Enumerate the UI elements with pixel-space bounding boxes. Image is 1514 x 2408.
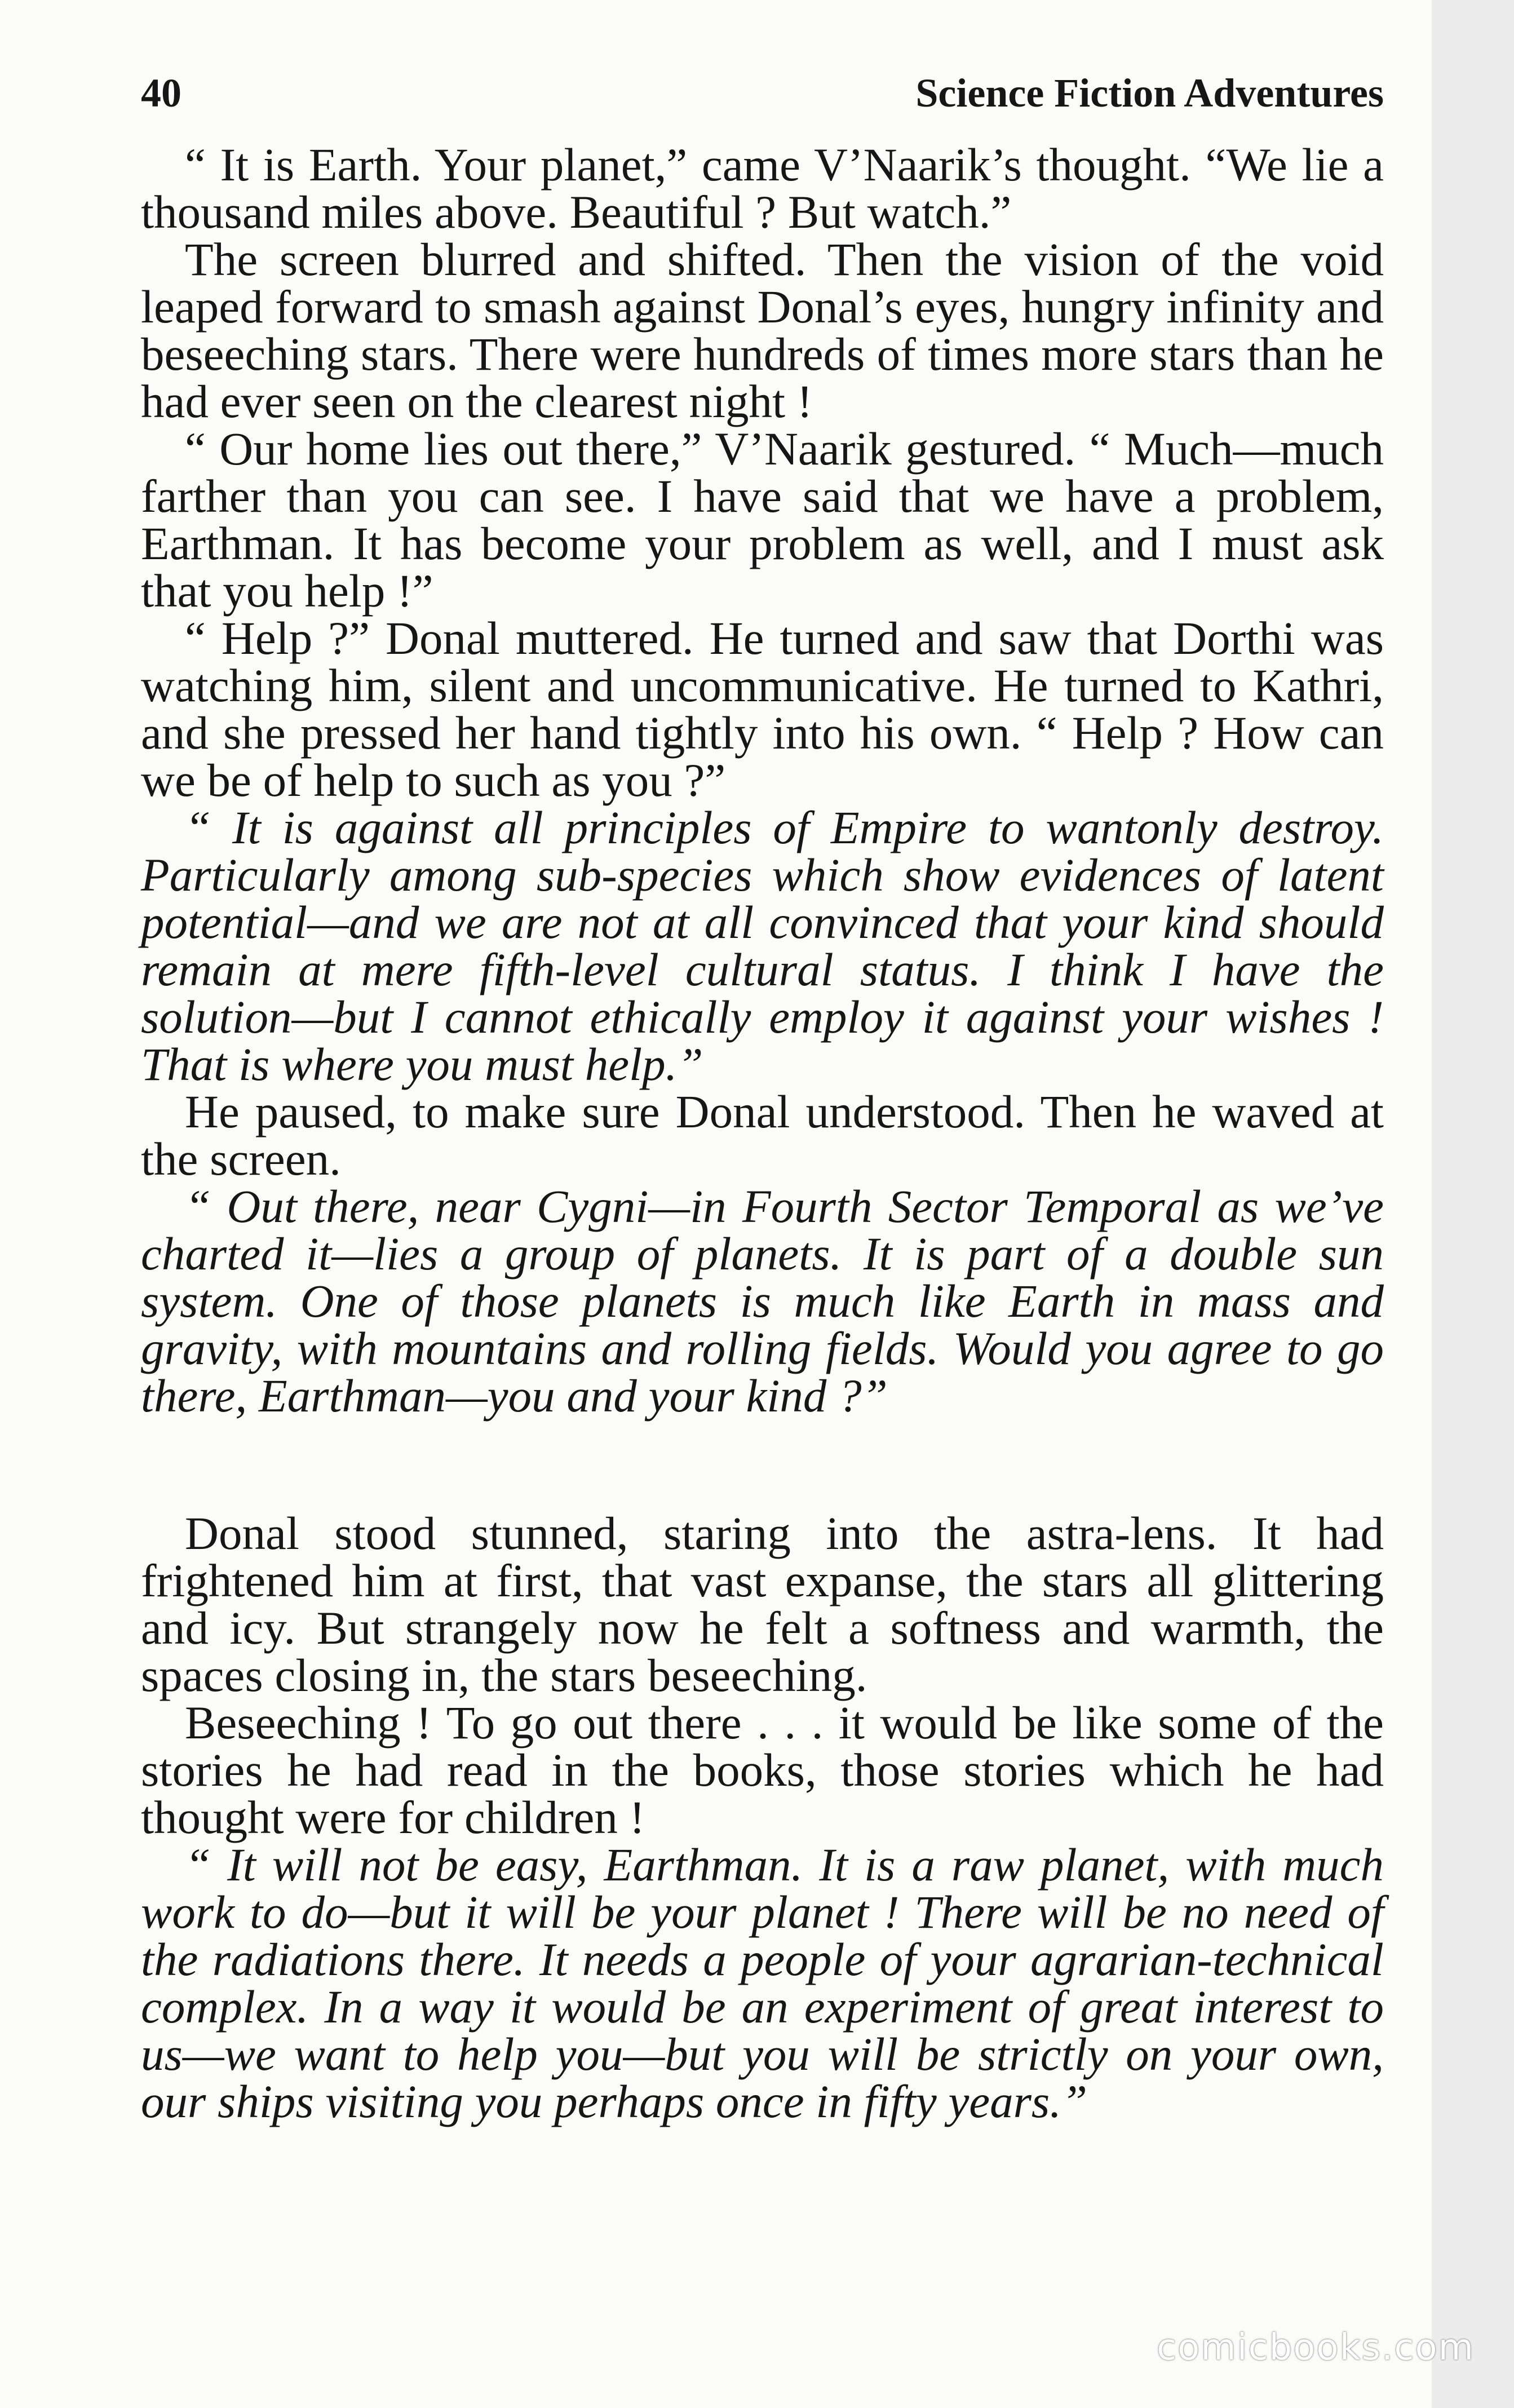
paragraph: “ It is Earth. Your planet,” came V’Naarik’s thought. “We lie a thousand miles above. Beautiful ? But watch.” (141, 139, 1384, 238)
running-title: Science Fiction Adventures (915, 70, 1384, 116)
page-number: 40 (141, 70, 181, 116)
watermark-logo: comicbooks.com (1156, 2327, 1475, 2369)
paragraph: The screen blurred and shifted. Then the vision of the void leaped forward to smash against Donal’s eyes, hungry infinity and beseeching stars. There were hundreds of times more stars than he had ever seen on the clearest night ! (141, 233, 1384, 427)
body-text (141, 141, 1384, 2125)
paragraph: He paused, to make sure Donal understood. Then he waved at the screen. (141, 1086, 1384, 1185)
scan-margin (1432, 0, 1514, 2408)
paragraph: “ It is against all principles of Empire to wantonly destroy. Particularly among sub-species which show evidences of latent potential—and we are not at all convinced that your kind should remain at mere fifth-level cultural status. I think I have the solution—but I cannot ethically employ it against your wishes ! That is where you must help.” (141, 802, 1384, 1090)
paragraph: “ It will not be easy, Earthman. It is a raw planet, with much work to do—but it will be your planet ! There will be no need of the radiations there. It needs a people of your agrarian-technical complex. In a way it would be an experiment of great interest to us—we want to help you—but you will be strictly on your own, our ships visiting you perhaps once in fifty years.” (141, 1839, 1384, 2127)
section-break (141, 1419, 1384, 1510)
paragraph: Beseeching ! To go out there . . . it would be like some of the stories he had read in the books, those stories which he had thought were for children ! (141, 1697, 1384, 1843)
paragraph: Donal stood stunned, staring into the astra-lens. It had frightened him at first, that vast expanse, the stars all glittering and icy. But strangely now he felt a softness and warmth, the spaces closing in, the stars beseeching. (141, 1507, 1384, 1701)
paragraph: “ Help ?” Donal muttered. He turned and saw that Dorthi was watching him, silent and uncommunicative. He turned to Kathri, and she pressed her hand tightly into his own. “ Help ? How can we be of help to such as you ?” (141, 612, 1384, 806)
paragraph: “ Our home lies out there,” V’Naarik gestured. “ Much—much farther than you can see. I have said that we have a problem, Earthman. It has become your problem as well, and I must ask that you help !” (141, 423, 1384, 617)
paragraph: “ Out there, near Cygni—in Fourth Sector Temporal as we’ve charted it—lies a group of planets. It is part of a double sun system. One of those planets is much like Earth in mass and gravity, with mountains and rolling fields. Would you agree to go there, Earthman—you and your kind ?” (141, 1180, 1384, 1422)
running-header (141, 62, 1384, 124)
